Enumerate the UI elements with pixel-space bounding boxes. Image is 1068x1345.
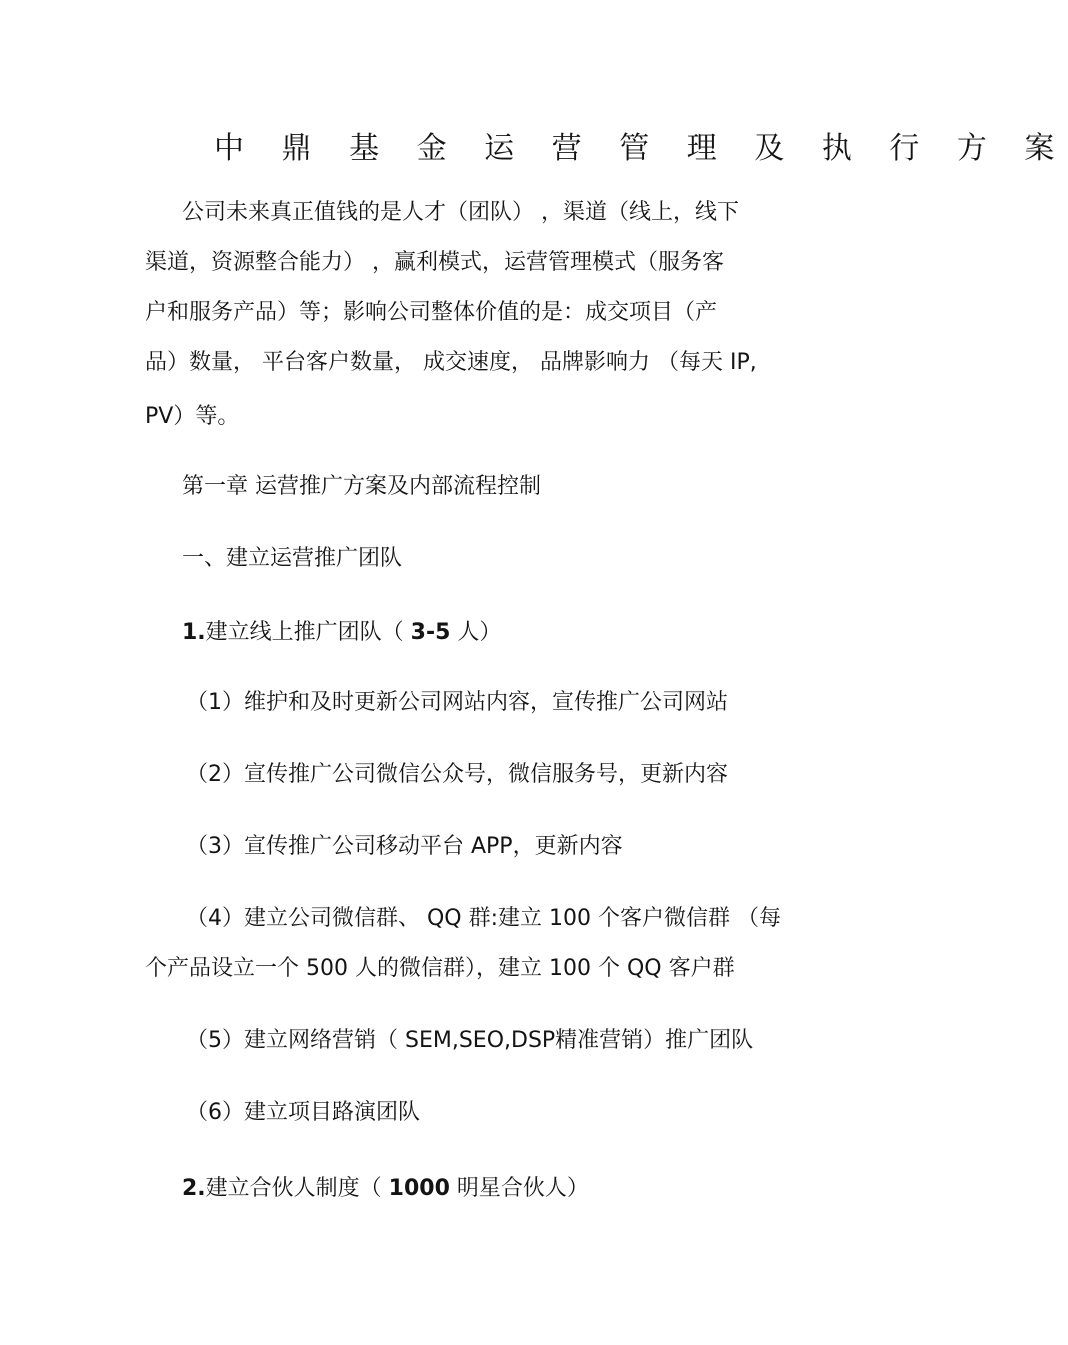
item-1-text: 建立线上推广团队（ <box>205 620 411 645</box>
intro-line-5: PV）等。 <box>145 404 240 429</box>
item-1-value: 3-5 <box>410 620 451 645</box>
item-1-number: 1. <box>182 620 206 645</box>
item-1-unit: 人） <box>450 620 502 645</box>
document-title: 中 鼎 基 金 运 营 管 理 及 执 行 方 案 <box>214 131 1068 166</box>
item-2-text: 建立合伙人制度（ <box>205 1176 389 1201</box>
sub-item-5: （5）建立网络营销（ SEM,SEO,DSP精准营销）推广团队 <box>186 1028 754 1053</box>
sub-item-6: （6）建立项目路演团队 <box>186 1100 420 1125</box>
section-heading: 一、建立运营推广团队 <box>182 546 403 571</box>
item-2-value: 1000 <box>388 1176 450 1201</box>
sub-item-1: （1）维护和及时更新公司网站内容，宣传推广公司网站 <box>186 690 728 715</box>
item-2-unit: 明星合伙人） <box>449 1176 589 1201</box>
intro-line-3: 户和服务产品）等；影响公司整体价值的是：成交项目（产 <box>145 300 718 325</box>
item-2-number: 2. <box>182 1176 206 1201</box>
sub-item-4-continued: 个产品设立一个 500 人的微信群），建立 100 个 QQ 客户群 <box>145 956 735 981</box>
intro-line-4: 品）数量， 平台客户数量， 成交速度， 品牌影响力 （每天 IP, <box>145 350 757 375</box>
item-2-heading <box>182 1174 589 1204</box>
sub-item-3: （3）宣传推广公司移动平台 APP，更新内容 <box>186 834 623 859</box>
item-1-heading <box>182 618 501 648</box>
intro-line-1: 公司未来真正值钱的是人才（团队） ，渠道（线上，线下 <box>182 200 739 225</box>
chapter-heading: 第一章 运营推广方案及内部流程控制 <box>182 474 541 499</box>
sub-item-2: （2）宣传推广公司微信公众号，微信服务号，更新内容 <box>186 762 728 787</box>
sub-item-4: （4）建立公司微信群、 QQ 群:建立 100 个客户微信群 （每 <box>186 906 782 931</box>
intro-line-2: 渠道，资源整合能力） ，赢利模式，运营管理模式（服务客 <box>145 250 724 275</box>
